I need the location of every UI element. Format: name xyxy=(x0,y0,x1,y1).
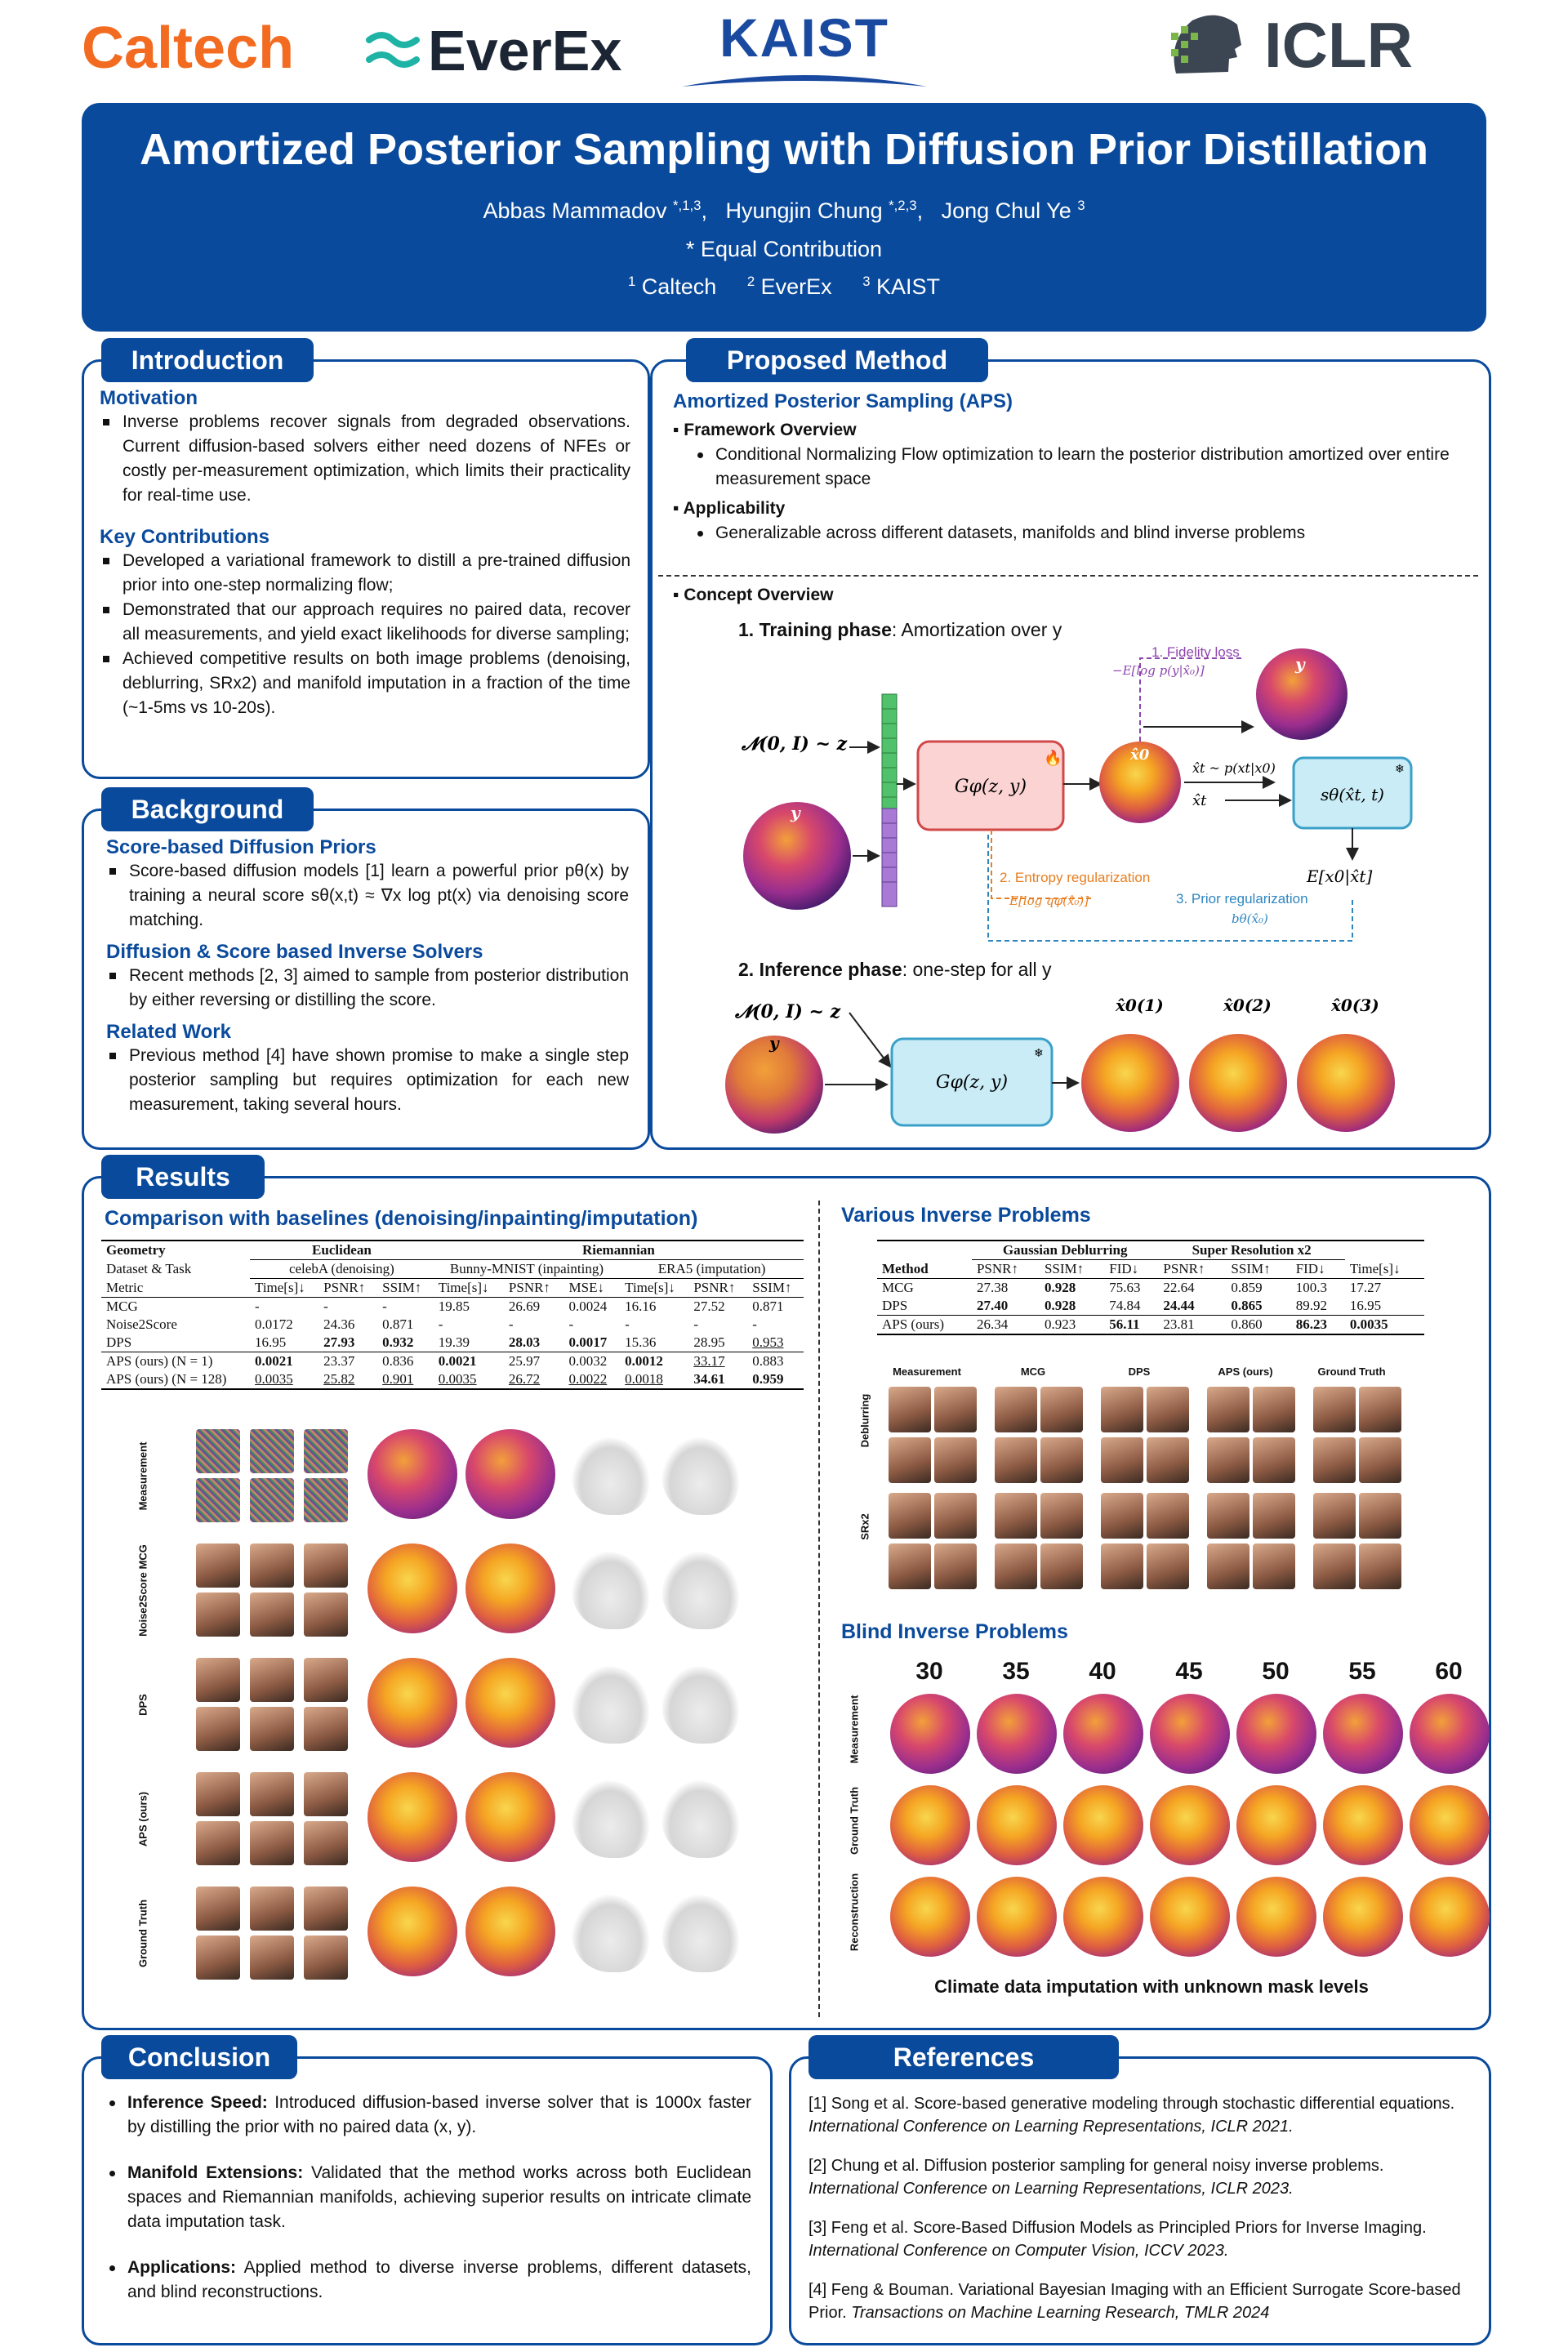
face-thumbnail xyxy=(304,1429,348,1473)
face-thumbnail xyxy=(1040,1493,1083,1539)
fidelity-loss-eq: −E[log p(y|x̂₀)] xyxy=(1112,663,1205,678)
face-thumbnail xyxy=(1147,1387,1189,1432)
inference-sample-globe xyxy=(1189,1034,1287,1132)
contributions-title: Key Contributions xyxy=(100,526,270,548)
framework-title: Framework Overview xyxy=(684,421,857,439)
generator-label: Gφ(z, y) xyxy=(954,777,1027,797)
face-thumbnail xyxy=(1101,1387,1143,1432)
face-thumbnail xyxy=(1253,1437,1295,1483)
blind-globe-thumbnail xyxy=(977,1694,1057,1774)
method-heading: Proposed Method xyxy=(686,338,988,382)
blind-globe-thumbnail xyxy=(1410,1785,1490,1865)
blind-globe-thumbnail xyxy=(890,1694,970,1774)
poster-title: Amortized Posterior Sampling with Diffusion Prior Distillation xyxy=(139,125,1429,174)
score-priors-text: Score-based diffusion models [1] learn a powerful prior pθ(x) by training a neural score sθ(x,t) ≈ ∇x log pt(x) via denoising score matching. xyxy=(129,859,629,933)
face-thumbnail xyxy=(304,1821,348,1865)
prior-reg-eq: bθ(x̂₀) xyxy=(1232,911,1268,926)
conclusion-list xyxy=(101,2091,751,2305)
face-col-header: Ground Truth xyxy=(1317,1365,1386,1378)
related-work-title: Related Work xyxy=(106,1021,231,1043)
bunny-thumbnail xyxy=(572,1552,649,1629)
mask-level-label: 55 xyxy=(1348,1658,1376,1685)
latent-z-vector xyxy=(882,694,897,906)
bunny-thumbnail xyxy=(572,1666,649,1744)
everex-logo-icon xyxy=(366,30,420,71)
blind-globe-thumbnail xyxy=(1323,1877,1403,1957)
blind-globe-thumbnail xyxy=(1236,1877,1316,1957)
blind-globe-thumbnail xyxy=(977,1785,1057,1865)
face-row-label: SRx2 xyxy=(858,1513,871,1540)
training-diagram xyxy=(653,637,1478,947)
blind-globe-thumbnail xyxy=(1150,1785,1230,1865)
qual-row-label: Measurement xyxy=(136,1441,149,1511)
face-thumbnail xyxy=(1359,1493,1401,1539)
inference-sample-globe xyxy=(1081,1034,1179,1132)
applicability-title: Applicability xyxy=(683,499,786,518)
blind-grid xyxy=(841,1658,1478,2001)
conclusion-item: Inference Speed: Introduced diffusion-based inverse solver that is 1000x faster by distilling the prior with no paired data (x, y). xyxy=(127,2091,751,2140)
reference-item: [2] Chung et al. Diffusion posterior sampling for general noisy inverse problems. International Conference on Learning Representations, ICLR 2023. xyxy=(808,2157,1384,2198)
face-thumbnail xyxy=(250,1658,294,1702)
face-thumbnail xyxy=(1147,1437,1189,1483)
globe-thumbnail xyxy=(466,1772,555,1862)
author: Jong Chul Ye $^3$ xyxy=(941,198,1085,223)
mask-level-label: 40 xyxy=(1089,1658,1116,1685)
contribution-item: Demonstrated that our approach requires no paired data, recover all measurements, and yield exact likelihoods for diverse sampling; xyxy=(122,598,630,647)
face-thumbnail xyxy=(934,1387,977,1432)
face-col-header: DPS xyxy=(1128,1365,1151,1378)
face-thumbnail xyxy=(304,1478,348,1522)
face-thumbnail xyxy=(995,1493,1037,1539)
qual-row-label: DPS xyxy=(136,1694,149,1716)
fidelity-loss-label: 1. Fidelity loss xyxy=(1152,644,1240,660)
method-text: Amortized Posterior Sampling (APS) ▪ Framework Overview Conditional Normalizing Flow optimization to learn the posterior distribution amortized over entire measurement space ▪ Applicability Generalizable across different datasets, manifolds and blind inverse problems xyxy=(673,390,1473,546)
face-thumbnail xyxy=(934,1493,977,1539)
face-col-header: MCG xyxy=(1020,1365,1046,1378)
blind-title: Blind Inverse Problems xyxy=(841,1620,1068,1643)
method-divider xyxy=(658,575,1478,577)
face-thumbnail xyxy=(250,1936,294,1980)
face-thumbnail xyxy=(196,1592,240,1637)
svg-text:Gφ(z, y): Gφ(z, y) xyxy=(935,1072,1009,1093)
face-thumbnail xyxy=(1040,1387,1083,1432)
references-list xyxy=(808,2092,1462,2324)
svg-text:y: y xyxy=(769,1033,779,1053)
score-priors-title: Score-based Diffusion Priors xyxy=(106,836,376,858)
table-row: DPS 16.95 27.93 0.932 19.39 28.03 0.0017 15.36 28.95 0.953 xyxy=(106,1334,784,1350)
face-thumbnail xyxy=(304,1658,348,1702)
face-thumbnail xyxy=(995,1387,1037,1432)
score-network-label: sθ(x̂t, t) xyxy=(1321,785,1384,804)
bunny-thumbnail xyxy=(572,1780,649,1858)
reference-item: [3] Feng et al. Score-Based Diffusion Models as Principled Priors for Inverse Imaging. International Conference on Computer Vision, ICCV 2023. xyxy=(808,2219,1427,2260)
reference-item: [4] Feng & Bouman. Variational Bayesian Imaging with an Efficient Surrogate Score-based Prior. Transactions on Machine Learning Research, TMLR 2024 xyxy=(808,2281,1461,2322)
equal-contribution-note: * Equal Contribution xyxy=(685,237,883,261)
blind-globe-thumbnail xyxy=(977,1877,1057,1957)
iclr-logo: ICLR xyxy=(1160,8,1486,82)
blind-globe-thumbnail xyxy=(1063,1877,1143,1957)
face-thumbnail xyxy=(196,1478,240,1522)
inverse-solvers-text: Recent methods [2, 3] aimed to sample from posterior distribution by either reversing or distilling the score. xyxy=(129,964,629,1013)
svg-text:x̂t: x̂t xyxy=(1192,792,1207,809)
results-divider xyxy=(818,1200,820,2017)
face-thumbnail xyxy=(995,1544,1037,1589)
face-thumbnail xyxy=(1040,1437,1083,1483)
inference-sample-globe xyxy=(1297,1034,1395,1132)
globe-thumbnail xyxy=(466,1544,555,1633)
globe-thumbnail xyxy=(368,1544,457,1633)
face-thumbnail xyxy=(1207,1387,1250,1432)
face-thumbnail xyxy=(934,1437,977,1483)
face-thumbnail xyxy=(250,1772,294,1816)
face-thumbnail xyxy=(1207,1544,1250,1589)
mask-level-label: 45 xyxy=(1175,1658,1203,1685)
author-list: Abbas Mammadov $^{*,1,3}$, Hyungjin Chung $^{*,2,3}$, Jong Chul Ye $^3$ xyxy=(483,198,1085,223)
face-thumbnail xyxy=(1101,1493,1143,1539)
bunny-thumbnail xyxy=(662,1780,739,1858)
globe-thumbnail xyxy=(466,1658,555,1748)
blind-globe-thumbnail xyxy=(890,1785,970,1865)
mask-level-label: 35 xyxy=(1002,1658,1030,1685)
bunny-thumbnail xyxy=(662,1552,739,1629)
qualitative-grid xyxy=(136,1429,817,2001)
contribution-item: Achieved competitive results on both image problems (denoising, deblurring, SRx2) and manifold imputation in a fraction of the time (~1-5ms vs 10-20s). xyxy=(122,647,630,720)
face-thumbnail xyxy=(1359,1437,1401,1483)
face-thumbnail xyxy=(889,1544,931,1589)
table-row: APS (ours) (N = 1) 0.0021 23.37 0.836 0.0021 25.97 0.0032 0.0012 33.17 0.883 xyxy=(101,1352,804,1371)
face-thumbnail xyxy=(1359,1544,1401,1589)
qual-row-label: Ground Truth xyxy=(136,1899,149,1968)
blind-globe-thumbnail xyxy=(1410,1877,1490,1957)
face-thumbnail xyxy=(1359,1387,1401,1432)
background-content xyxy=(106,836,629,1117)
contribution-item: Developed a variational framework to distill a pre-trained diffusion prior into one-step normalizing flow; xyxy=(122,549,630,598)
references-heading: References xyxy=(808,2035,1119,2079)
table-row: MCG 27.38 0.928 75.63 22.64 0.859 100.3 17.27 xyxy=(882,1280,1382,1295)
face-thumbnail xyxy=(196,1544,240,1588)
face-thumbnail xyxy=(304,1707,348,1751)
face-thumbnail xyxy=(196,1886,240,1931)
face-thumbnail xyxy=(934,1544,977,1589)
affiliations: $^1$ Caltech $^2$ EverEx $^3$ KAIST xyxy=(627,274,941,299)
face-thumbnail xyxy=(196,1658,240,1702)
title-banner xyxy=(82,103,1486,332)
face-thumbnail xyxy=(304,1936,348,1980)
contributions-list xyxy=(100,549,630,720)
reference-item: [1] Song et al. Score-based generative modeling through stochastic differential equations. International Conference on Learning Representations, ICLR 2021. xyxy=(808,2095,1455,2136)
bunny-thumbnail xyxy=(662,1895,739,1972)
blind-globe-thumbnail xyxy=(1323,1785,1403,1865)
face-row-label: Deblurring xyxy=(858,1393,871,1448)
prior-reg-label: 3. Prior regularization xyxy=(1176,891,1308,906)
face-thumbnail xyxy=(250,1821,294,1865)
table-row: MCG - - - 19.85 26.69 0.0024 16.16 27.52 0.871 xyxy=(106,1298,784,1314)
face-thumbnail xyxy=(196,1707,240,1751)
svg-text:y: y xyxy=(791,803,800,822)
blind-globe-thumbnail xyxy=(1410,1694,1490,1774)
globe-thumbnail xyxy=(466,1886,555,1976)
blind-globe-thumbnail xyxy=(1236,1694,1316,1774)
introduction-content xyxy=(100,387,630,720)
face-thumbnail xyxy=(304,1544,348,1588)
table-row: Noise2Score 0.0172 24.36 0.871 - - - - - - xyxy=(106,1316,757,1332)
globe-thumbnail xyxy=(466,1429,555,1519)
face-thumbnail xyxy=(250,1707,294,1751)
face-col-header: Measurement xyxy=(893,1365,961,1378)
qual-row-label: Noise2Score MCG xyxy=(136,1544,149,1637)
kaist-logo: KAIST xyxy=(678,7,931,88)
face-thumbnail xyxy=(1207,1493,1250,1539)
face-thumbnail xyxy=(1147,1544,1189,1589)
mask-level-label: 60 xyxy=(1435,1658,1463,1685)
face-thumbnail xyxy=(1313,1387,1356,1432)
bunny-thumbnail xyxy=(572,1895,649,1972)
face-thumbnail xyxy=(196,1936,240,1980)
face-thumbnail xyxy=(889,1437,931,1483)
sample-label: x̂0(3) xyxy=(1331,996,1379,1015)
fire-icon: 🔥 xyxy=(1044,750,1062,766)
results-heading: Results xyxy=(101,1155,265,1199)
globe-thumbnail xyxy=(368,1658,457,1748)
blind-row-label: Measurement xyxy=(848,1695,861,1764)
globe-thumbnail xyxy=(368,1772,457,1862)
snowflake-icon: ❄ xyxy=(1395,762,1405,775)
face-thumbnail xyxy=(250,1544,294,1588)
applicability-text: Generalizable across different datasets, manifolds and blind inverse problems xyxy=(715,521,1473,546)
training-phase-title: 1. Training phase: Amortization over y xyxy=(738,619,1062,640)
face-thumbnail xyxy=(250,1592,294,1637)
face-thumbnail xyxy=(1040,1544,1083,1589)
face-thumbnail xyxy=(1313,1544,1356,1589)
related-work-text: Previous method [4] have shown promise to make a single step posterior sampling but requires optimization for each new measurement, taking several hours. xyxy=(129,1044,629,1117)
face-thumbnail xyxy=(196,1772,240,1816)
motivation-title: Motivation xyxy=(100,387,198,409)
comparison-title: Comparison with baselines (denoising/inpainting/imputation) xyxy=(105,1207,698,1230)
blind-globe-thumbnail xyxy=(1063,1694,1143,1774)
face-thumbnail xyxy=(1207,1437,1250,1483)
sample-label: x̂0(1) xyxy=(1116,996,1164,1015)
entropy-reg-label: 2. Entropy regularization xyxy=(1000,870,1151,885)
bunny-thumbnail xyxy=(662,1437,739,1515)
face-thumbnail xyxy=(1313,1493,1356,1539)
iclr-head-icon xyxy=(1160,8,1250,82)
mask-level-label: 30 xyxy=(915,1658,943,1685)
face-thumbnail xyxy=(196,1429,240,1473)
concept-title: Concept Overview xyxy=(684,586,834,604)
framework-text: Conditional Normalizing Flow optimization to learn the posterior distribution amortized over entire measurement space xyxy=(715,443,1473,492)
snowflake-icon: ❄ xyxy=(1034,1046,1044,1059)
posterior-mean-label: E[x0|x̂t] xyxy=(1307,866,1373,886)
baseline-comparison-table: Geometry Euclidean Riemannian Dataset & Task celebA (denoising) Bunny-MNIST (inpainting) ERA5 (imputation) Metric Time[s]↓ PSNR↑ SSIM↑ Time[s]↓ PSNR↑ MSE↓ Time[s]↓ PSNR↑ SSIM↑ MCG - - - 19.85 26.69 0.0024 16.16 27.52 0.871 Noise2Score 0.0172 24.36 0.871 - - - - - - DPS 16.95 27.93 0.932 19.39 28.03 0.0017 15.36 28.95 0.953 APS (ours) (N = 1) 0.0021 23.37 0.836 0.0021 25.97 0.0032 0.0012 33.17 0.883 APS (ours) (N = 128) 0.0035 25.82 0.901 0.0035 26.72 0.0022 0.0018 34.61 0.959 xyxy=(101,1240,804,1390)
caltech-logo: Caltech xyxy=(82,16,295,81)
face-thumbnail xyxy=(304,1772,348,1816)
globe-thumbnail xyxy=(368,1886,457,1976)
various-problems-table: Gaussian Deblurring Super Resolution x2 Method PSNR↑ SSIM↑ FID↓ PSNR↑ SSIM↑ FID↓ Time[s]↓ MCG 27.38 0.928 75.63 22.64 0.859 100.3 17.27 DPS 27.40 0.928 74.84 24.44 0.865 89.92 16.95 APS (ours) 26.34 0.923 56.11 23.81 0.860 86.23 0.0035 xyxy=(877,1240,1424,1335)
inverse-solvers-title: Diffusion & Score based Inverse Solvers xyxy=(106,941,483,963)
inference-phase-title: 2. Inference phase: one-step for all y xyxy=(738,959,1052,980)
face-thumbnail xyxy=(250,1886,294,1931)
face-thumbnail xyxy=(1253,1387,1295,1432)
face-thumbnail xyxy=(1101,1437,1143,1483)
face-thumbnail xyxy=(889,1387,931,1432)
face-thumbnail xyxy=(1313,1437,1356,1483)
background-heading: Background xyxy=(101,787,314,831)
face-grid xyxy=(858,1365,1446,1594)
svg-text:x̂0: x̂0 xyxy=(1130,746,1150,764)
face-col-header: APS (ours) xyxy=(1218,1365,1273,1378)
svg-text:𝓝(0, I) ~ z: 𝓝(0, I) ~ z xyxy=(735,1001,841,1022)
svg-text:y: y xyxy=(1295,654,1305,674)
table-row: APS (ours) 26.34 0.923 56.11 23.81 0.860 86.23 0.0035 xyxy=(877,1316,1424,1335)
face-thumbnail xyxy=(1101,1544,1143,1589)
author: Hyungjin Chung $^{*,2,3}$ xyxy=(725,198,917,223)
blind-globe-thumbnail xyxy=(1236,1785,1316,1865)
face-thumbnail xyxy=(196,1821,240,1865)
face-thumbnail xyxy=(889,1493,931,1539)
forward-process-label: x̂t ~ p(xt|x0) xyxy=(1192,760,1276,776)
blind-globe-thumbnail xyxy=(1150,1694,1230,1774)
various-title: Various Inverse Problems xyxy=(841,1204,1091,1227)
bunny-thumbnail xyxy=(572,1437,649,1515)
face-thumbnail xyxy=(304,1592,348,1637)
face-thumbnail xyxy=(1253,1493,1295,1539)
face-thumbnail xyxy=(995,1437,1037,1483)
qual-row-label: APS (ours) xyxy=(136,1791,149,1847)
conclusion-item: Applications: Applied method to diverse inverse problems, different datasets, and blind reconstructions. xyxy=(127,2256,751,2305)
motivation-list xyxy=(100,410,630,508)
author: Abbas Mammadov $^{*,1,3}$ xyxy=(483,198,702,223)
face-thumbnail xyxy=(1147,1493,1189,1539)
blind-globe-thumbnail xyxy=(890,1877,970,1957)
motivation-text: Inverse problems recover signals from degraded observations. Current diffusion-based solvers either need dozens of NFEs or costly per-measurement optimization, which limits their practicality for real-time use. xyxy=(122,410,630,508)
entropy-reg-eq: E[log qφ(x̂₀)] xyxy=(1009,893,1089,908)
face-thumbnail xyxy=(1253,1544,1295,1589)
face-thumbnail xyxy=(250,1478,294,1522)
noise-label: 𝓝(0, I) ~ z xyxy=(742,733,848,755)
face-thumbnail xyxy=(250,1429,294,1473)
globe-thumbnail xyxy=(368,1429,457,1519)
blind-row-label: Ground Truth xyxy=(848,1786,861,1855)
aps-title: Amortized Posterior Sampling (APS) xyxy=(673,390,1013,412)
blind-globe-thumbnail xyxy=(1323,1694,1403,1774)
blind-row-label: Reconstruction xyxy=(848,1873,861,1952)
table-row: APS (ours) (N = 128) 0.0035 25.82 0.901 0.0035 26.72 0.0022 0.0018 34.61 0.959 xyxy=(101,1370,804,1389)
conclusion-item: Manifold Extensions: Validated that the method works across both Euclidean spaces and Riemannian manifolds, achieving superior results on intricate climate data imputation task. xyxy=(127,2161,751,2234)
inference-diagram xyxy=(653,977,1478,1140)
blind-globe-thumbnail xyxy=(1150,1877,1230,1957)
sample-label: x̂0(2) xyxy=(1223,996,1272,1015)
everex-logo: EverEx xyxy=(366,18,621,83)
blind-globe-thumbnail xyxy=(1063,1785,1143,1865)
mask-level-label: 50 xyxy=(1262,1658,1290,1685)
blind-caption: Climate data imputation with unknown mask levels xyxy=(934,1976,1369,1997)
table-row: DPS 27.40 0.928 74.84 24.44 0.865 89.92 16.95 xyxy=(882,1298,1382,1313)
face-thumbnail xyxy=(304,1886,348,1931)
conclusion-heading: Conclusion xyxy=(101,2035,297,2079)
bunny-thumbnail xyxy=(662,1666,739,1744)
kaist-swoosh-icon xyxy=(678,69,931,93)
introduction-heading: Introduction xyxy=(101,338,314,382)
